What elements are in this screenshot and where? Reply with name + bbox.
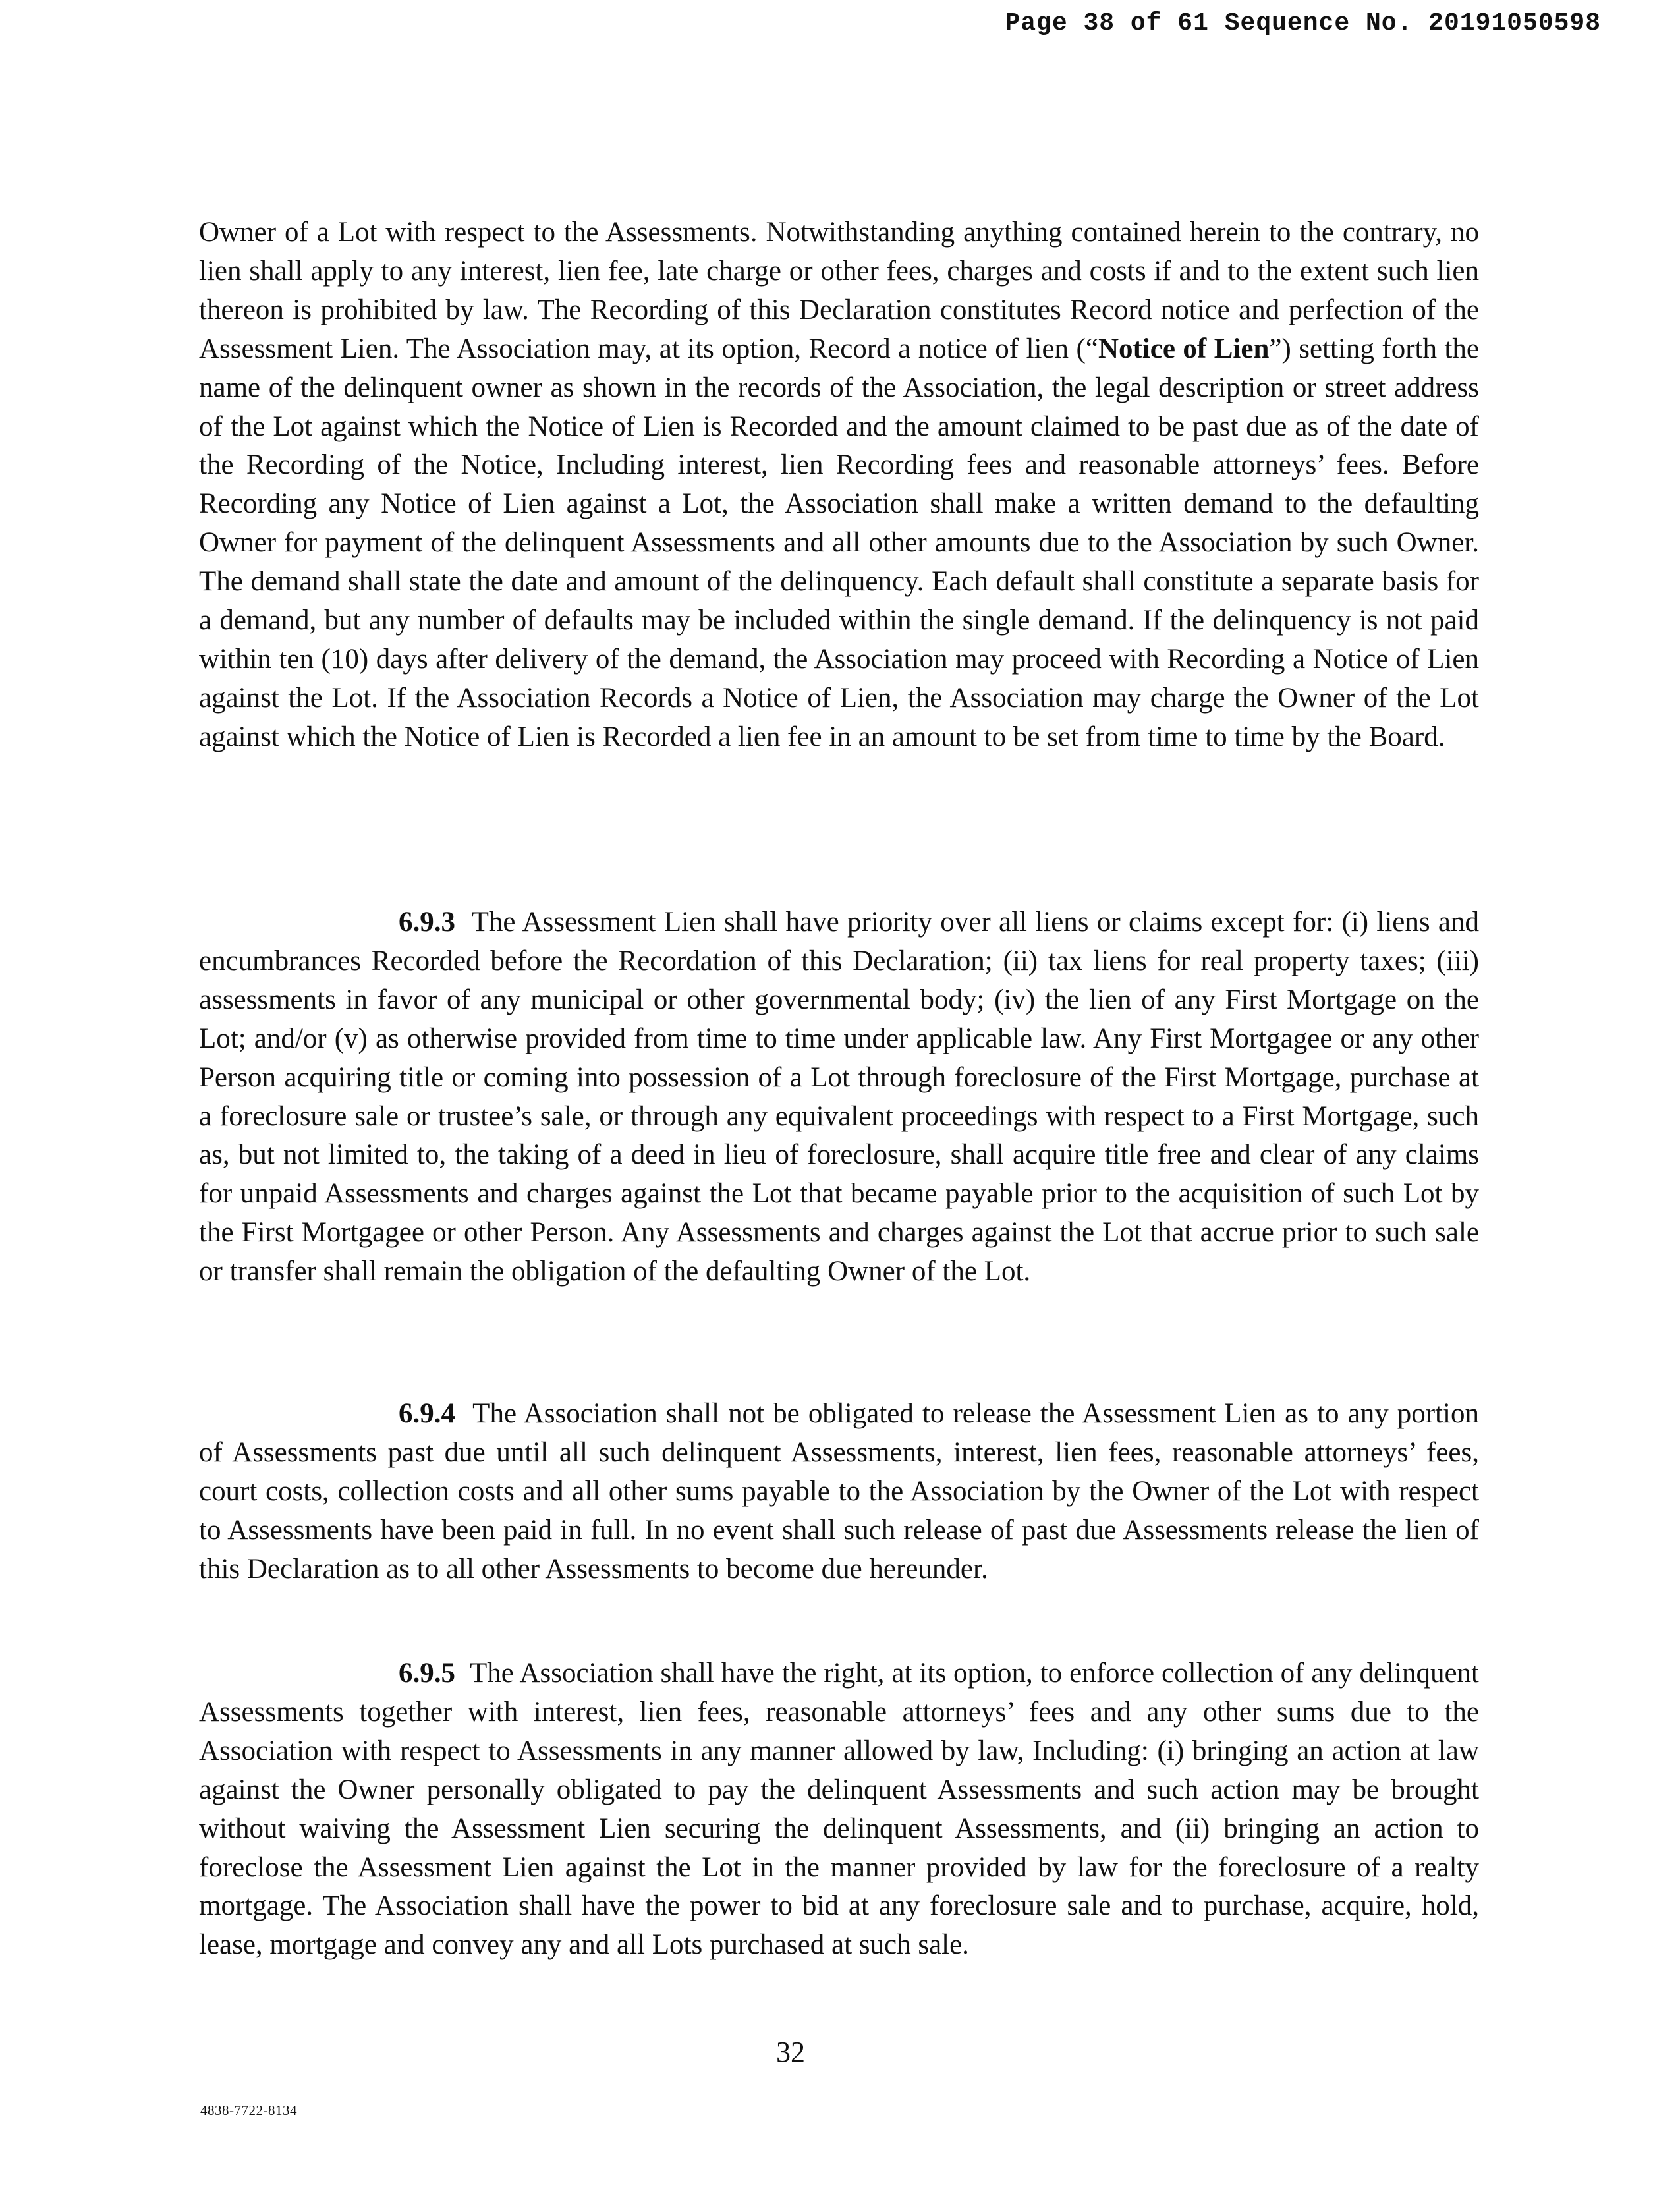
- section-6-9-4: [199, 1395, 1479, 1589]
- page-sequence-stamp: Page 38 of 61 Sequence No. 20191050598: [1005, 9, 1601, 38]
- document-id: 4838-7722-8134: [200, 2102, 297, 2118]
- section-6-9-3: [199, 903, 1479, 1291]
- paragraph-text: ”) setting forth the name of the delinquent owner as shown in the records of the Association, the legal description or street address of the Lot against which the Notice of Lien is Recorded and the amount claimed to be past due as of the date of the Recording of the Notice, Including interest, lien Recording fees and reasonable attorneys’ fees. Before Recording any Notice of Lien against a Lot, the Association shall make a written demand to the defaulting Owner for payment of the delinquent Assessments and all other amounts due to the Association by such Owner. The demand shall state the date and amount of the delinquency. Each default shall constitute a separate basis for a demand, but any number of defaults may be included within the single demand. If the delinquency is not paid within ten (10) days after delivery of the demand, the Association may proceed with Recording a Notice of Lien against the Lot. If the Association Records a Notice of Lien, the Association may charge the Owner of the Lot against which the Notice of Lien is Recorded a lien fee in an amount to be set from time to time by the Board.: [199, 333, 1479, 752]
- paragraph-continued: [199, 213, 1479, 757]
- page-number: 32: [776, 2036, 805, 2068]
- section-number: 6.9.3: [399, 907, 455, 938]
- section-number: 6.9.4: [399, 1398, 455, 1429]
- paragraph-text: The Assessment Lien shall have priority over all liens or claims except for: (i) liens and encumbrances Recorded before the Recordation of this Declaration; (ii) tax liens for real property taxes; (iii) assessments in favor of any municipal or other governmental body; (iv) the lien of any First Mortgage on the Lot; and/or (v) as otherwise provided from time to time under applicable law. Any First Mortgagee or any other Person acquiring title or coming into possession of a Lot through foreclosure of the First Mortgage, purchase at a foreclosure sale or trustee’s sale, or through any equivalent proceedings with respect to a First Mortgage, such as, but not limited to, the taking of a deed in lieu of foreclosure, shall acquire title free and clear of any claims for unpaid Assessments and charges against the Lot that became payable prior to the acquisition of such Lot by the First Mortgagee or other Person. Any Assessments and charges against the Lot that accrue prior to such sale or transfer shall remain the obligation of the defaulting Owner of the Lot.: [199, 907, 1480, 1287]
- paragraph-text: The Association shall have the right, at its option, to enforce collection of any delinquent Assessments together with interest, lien fees, reasonable attorneys’ fees and any other sums due to the Association with respect to Assessments in any manner allowed by law, Including: (i) bringing an action at law against the Owner personally obligated to pay the delinquent Assessments and such action may be brought without waiving the Assessment Lien securing the delinquent Assessments, and (ii) bringing an action to foreclose the Assessment Lien against the Lot in the manner provided by law for the foreclosure of a realty mortgage. The Association shall have the power to bid at any foreclosure sale and to purchase, acquire, hold, lease, mortgage and convey any and all Lots purchased at such sale.: [199, 1658, 1479, 1961]
- defined-term: Notice of Lien: [1098, 333, 1270, 364]
- section-number: 6.9.5: [399, 1658, 455, 1689]
- paragraph-text: Owner of a Lot with respect to the Assessments. Notwithstanding anything contained herein to the contrary, no lien shall apply to any interest, lien fee, late charge or other fees, charges and costs if and to the extent such lien thereon is prohibited by law. The Recording of this Declaration constitutes Record notice and perfection of the Assessment Lien. The Association may, at its option, Record a notice of lien (“: [199, 217, 1479, 364]
- paragraph-text: The Association shall not be obligated to release the Assessment Lien as to any portion of Assessments past due until all such delinquent Assessments, interest, lien fees, reasonable attorneys’ fees, court costs, collection costs and all other sums payable to the Association by the Owner of the Lot with respect to Assessments have been paid in full. In no event shall such release of past due Assessments release the lien of this Declaration as to all other Assessments to become due hereunder.: [199, 1398, 1479, 1585]
- section-6-9-5: [199, 1654, 1479, 1965]
